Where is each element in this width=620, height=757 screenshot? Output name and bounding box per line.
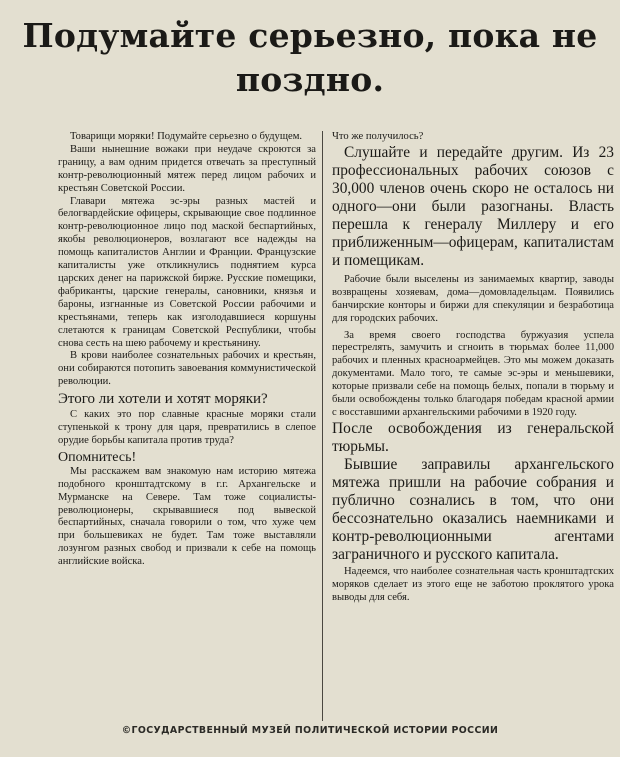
left-paragraph-4: В крови наиболее сознательных рабочих и крестьян, они собираются потопить завоевания коммунистической революции. [58, 350, 316, 388]
right-bold-heading: После освобождения из генеральской тюрьмы. [332, 419, 614, 455]
left-paragraph-2: Ваши нынешние вожаки при неудаче скроются за границу, а вам одним придется отвечать за преступный контр-революционный мятеж перед лицом рабочих и крестьян Советской России. [58, 143, 316, 194]
right-column [332, 131, 614, 605]
right-paragraph-3: За время своего господства буржуазия успела перестрелять, замучить и сгноить в тюрьмах более 11,000 рабочих и пленных красноармейцев. Это мы можем доказать документами. Мало того, те самые эс-эры и меньшевики, которые призвали себе на помощь белых, попали в тюрьму и были освобождены только благодаря победам красной армии с восставшими архангельскими рабочими в 1920 году. [332, 329, 614, 418]
column-divider [322, 131, 323, 721]
museum-credit: ©ГОСУДАРСТВЕННЫЙ МУЗЕЙ ПОЛИТИЧЕСКОЙ ИСТОРИИ РОССИИ [121, 725, 499, 736]
right-paragraph-1: Что же получилось? [332, 131, 424, 142]
left-paragraph-6: Мы расскажем вам знакомую нам историю мятежа подобного кронштадтскому в г.г. Архангельске и Мурманске на Севере. Там тоже социалисты-революционеры, скрывавшиеся под вывеской беспартийных, сначала говорили о том, что хуже чем при большевиках не будет. Там тоже выставляли лозунгом разных свобод и призвали к себе на помощь английские войска. [58, 465, 316, 568]
left-paragraph-1: Товарищи моряки! Подумайте серьезно о будущем. [70, 131, 303, 142]
poster-title: Подумайте серьезно, пока не поздно. [22, 16, 598, 99]
right-paragraph-2: Рабочие были выселены из занимаемых квартир, заводы возвращены хозяевам, дома—домовладельцам. Появились банчирские конторы и биржи для спекуляции и безработица для городских рабочих. [332, 273, 614, 324]
right-bold-paragraph-2: Бывшие заправилы архангельского мятежа пришли на рабочие собрания и публично сознались в том, что они бессознательно оказались наемниками и контр-революционными агентами заграничного и русского капитала. [332, 455, 614, 563]
left-paragraph-5: С каких это пор славные красные моряки стали ступенькой к трону для царя, превратились в слепое орудие борьбы капитала против труда? [58, 409, 316, 446]
left-heading-question: Этого ли хотели и хотят моряки? [58, 391, 268, 408]
right-bold-paragraph-1: Слушайте и передайте другим. Из 23 профессиональных рабочих союзов с 30,000 членов очень скоро не осталось ни одного—они были разогнаны. Власть перешла к генералу Миллеру и его приближенным—офицерам, капиталистам и помещикам. [332, 143, 614, 269]
left-heading-oponmites: Опомнитесь! [58, 449, 137, 465]
right-paragraph-4: Надеемся, что наиболее сознательная часть кронштадтских моряков сделает из этого еще не заботою проклятого урока выводы для себя. [332, 565, 614, 603]
left-paragraph-3: Главари мятежа эс-эры разных мастей и белогвардейские офицеры, скрывающие свое подлинное контр-революционное лицо под маской беспартийных, якобы революционеров, возлагают все надежды на помощь капиталистов Англии и Франции. Французские капиталисты уже откликнулись поднятием курса царских денег на парижской бирже. Русские помещики, фабриканты, царские генералы, сановники, князья и бароны, изгнанные из Советской России рабочими и крестьянами, теперь как изголодавшиеся коршуны слетаются к границам Советской Республики, чтобы снова сесть на шею рабочему и крестьянину. [58, 195, 316, 349]
left-column [58, 131, 316, 569]
